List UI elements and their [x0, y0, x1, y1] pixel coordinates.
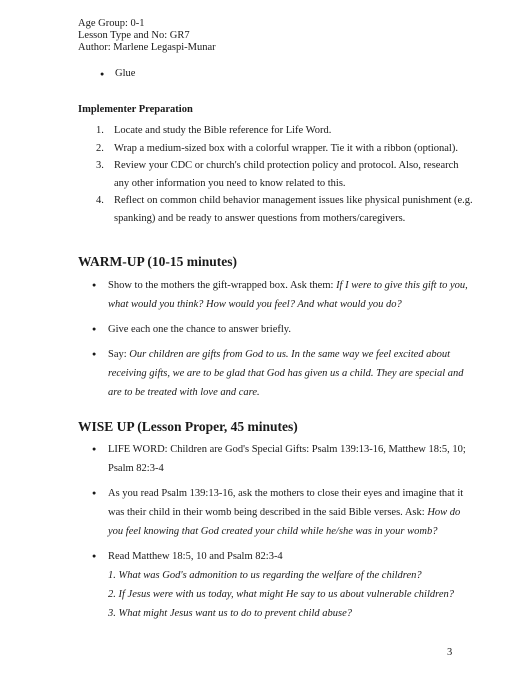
list-item: [92, 484, 478, 541]
question-1: 1. What was God's admonition to us regarding the welfare of the children?: [108, 570, 422, 581]
wiseup-list: [92, 440, 478, 629]
age-group-line: Age Group: 0-1: [78, 18, 145, 29]
item-plain-text: LIFE WORD: Children are God's Special Gifts: Psalm 139:13-16, Matthew 18:5, 10; Psalm 82:3-4: [108, 444, 466, 474]
materials-bullet: [97, 68, 135, 79]
item-plain-text: Say:: [108, 349, 130, 360]
lesson-type-line: Lesson Type and No: GR7: [78, 30, 190, 41]
list-item: [92, 276, 478, 314]
preparation-list: [96, 122, 476, 227]
preparation-heading: Implementer Preparation: [78, 104, 193, 115]
item-number: 4.: [96, 195, 104, 206]
item-italic-text: If I were to give this gift to you, what would you think? How would you feel? And what would you do?: [108, 280, 468, 310]
preparation-item: [96, 192, 476, 227]
question-2: 2. If Jesus were with us today, what might He say to us about vulnerable children?: [108, 589, 454, 600]
item-text: Locate and study the Bible reference for Life Word.: [114, 125, 332, 136]
item-plain-text: Show to the mothers the gift-wrapped box. Ask them:: [108, 280, 337, 291]
item-italic-text: How do you feel knowing that God created your child while he/she was in your womb?: [108, 507, 461, 537]
item-number: 2.: [96, 142, 104, 154]
warmup-heading: WARM-UP (10-15 minutes): [78, 254, 237, 269]
question-3: 3. What might Jesus want us to do to prevent child abuse?: [108, 608, 353, 619]
preparation-item: [96, 140, 476, 158]
warmup-list: [92, 276, 478, 408]
list-item: [92, 440, 478, 478]
item-text: Reflect on common child behavior management issues like physical punishment (e.g. spanking) and be ready to answer questions from mothers/caregivers.: [114, 195, 473, 224]
item-plain-text: Read Matthew 18:5, 10 and Psalm 82:3-4: [108, 551, 283, 562]
item-italic-text: Our children are gifts from God to us. In the same way we feel excited about receiving gifts, we are to be glad that God has given us a child. They are special and are to be treated with love and care.: [108, 349, 464, 398]
list-item: [92, 547, 478, 623]
materials-bullet-text: Glue: [115, 68, 136, 79]
item-plain-text: Give each one the chance to answer briefly.: [108, 324, 291, 335]
item-text: Review your CDC or church's child protection policy and protocol. Also, research any other information you need to know related to this.: [114, 160, 459, 189]
preparation-item: [96, 157, 476, 192]
item-plain-text: As you read Psalm 139:13-16, ask the mothers to close their eyes and imagine that it was their child in their womb being described in the said Bible verses. Ask:: [108, 488, 464, 518]
preparation-item: [96, 122, 476, 140]
wiseup-heading: WISE UP (Lesson Proper, 45 minutes): [78, 419, 298, 434]
item-number: 3.: [96, 160, 104, 171]
item-number: 1.: [96, 125, 104, 136]
list-item: [92, 320, 478, 339]
item-text: Wrap a medium-sized box with a colorful wrapper. Tie it with a ribbon (optional).: [114, 142, 458, 154]
list-item: [92, 345, 478, 402]
author-line: Author: Marlene Legaspi-Munar: [78, 42, 216, 53]
page-number: 3: [447, 647, 453, 658]
lesson-header: [78, 18, 216, 54]
